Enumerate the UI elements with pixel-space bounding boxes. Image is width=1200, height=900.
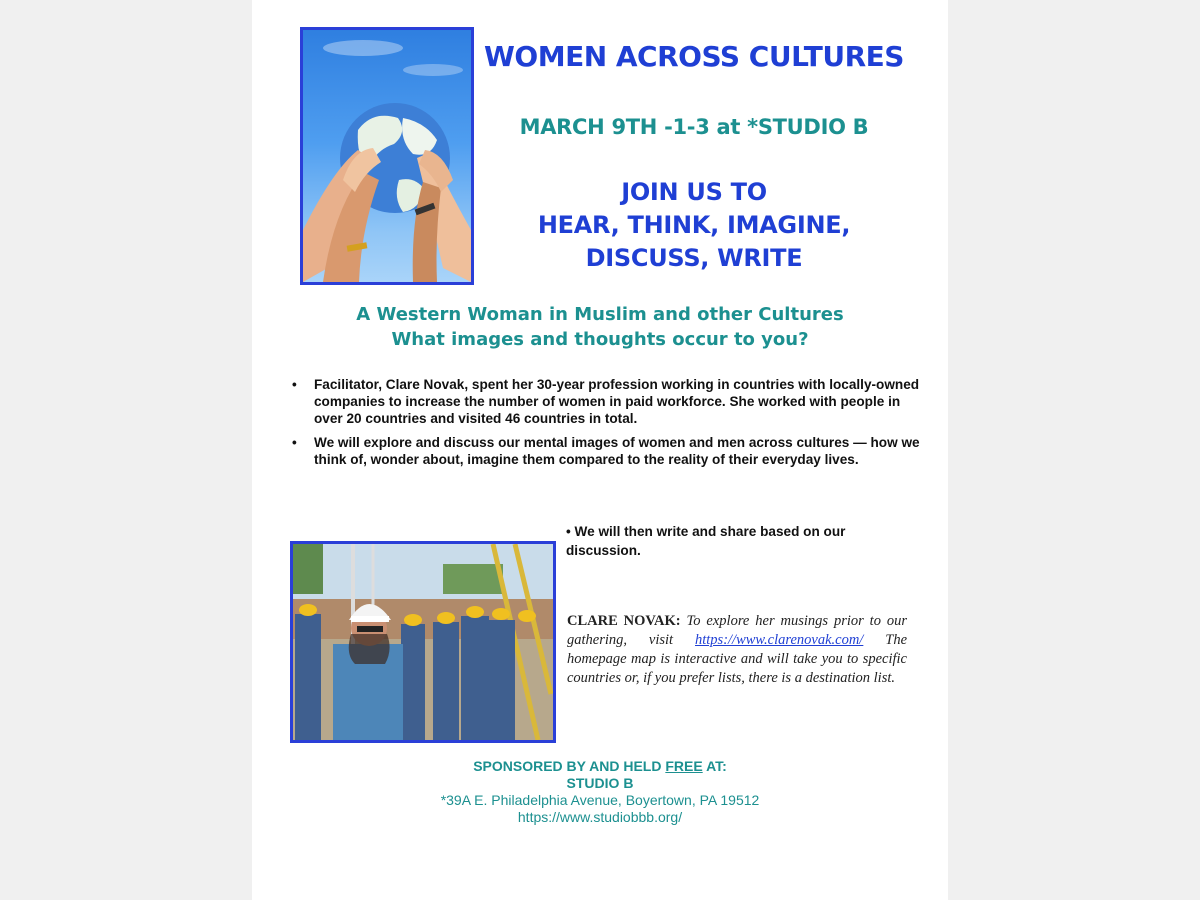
subtitle-line: What images and thoughts occur to you? (391, 329, 809, 350)
free-text: FREE (665, 758, 703, 774)
sponsor-text: SPONSORED BY AND HELD (473, 758, 662, 774)
sponsor-at-text: AT: (706, 758, 727, 774)
join-line: JOIN US TO (621, 178, 767, 206)
bullet-icon: • (292, 435, 297, 450)
event-date-line: MARCH 9TH -1-3 at *STUDIO B (519, 115, 869, 139)
studio-url[interactable]: https://www.studiobbb.org/ (517, 809, 683, 825)
bullet-item (290, 376, 920, 427)
sponsor-line (252, 758, 948, 775)
join-line: DISCUSS, WRITE (585, 244, 803, 272)
bullet-list (290, 376, 920, 475)
bullet-item (290, 434, 920, 468)
bullet-icon: • (292, 377, 297, 392)
write-share-note: • We will then write and share based on our discussion. (566, 524, 846, 558)
session-subtitle (252, 302, 948, 352)
clarenovak-link[interactable]: https://www.clarenovak.com/ (695, 632, 864, 648)
flyer-title: WOMEN ACROSS CULTURES (484, 40, 904, 73)
studio-name: STUDIO B (566, 775, 634, 791)
workers-hardhat-photo (290, 541, 556, 743)
clare-name: CLARE NOVAK: (567, 613, 681, 629)
globe-hands-photo (300, 27, 474, 285)
clare-text-before: To explore her musings prior to our gathering, visit (567, 613, 908, 648)
bullet-text: We will explore and discuss our mental images of women and men across cultures — how we think of, wonder about, imagine them compared to the reality of their everyday lives. (314, 435, 920, 467)
subtitle-line: A Western Woman in Muslim and other Cultures (356, 304, 844, 325)
bullet-text: Facilitator, Clare Novak, spent her 30-year profession working in countries with locally-owned companies to increase the number of women in paid workforce. She worked with people in over 20 countries and visited 46 countries in total. (314, 377, 920, 426)
clare-text-after: The homepage map is interactive and will take you to specific countries or, if you prefer lists, there is a destination list. (567, 632, 907, 686)
join-us-heading (478, 176, 910, 275)
sponsor-block (252, 758, 948, 826)
studio-address: *39A E. Philadelphia Avenue, Boyertown, PA 19512 (440, 792, 760, 808)
join-line: HEAR, THINK, IMAGINE, (537, 211, 851, 239)
clare-novak-note (567, 612, 907, 688)
